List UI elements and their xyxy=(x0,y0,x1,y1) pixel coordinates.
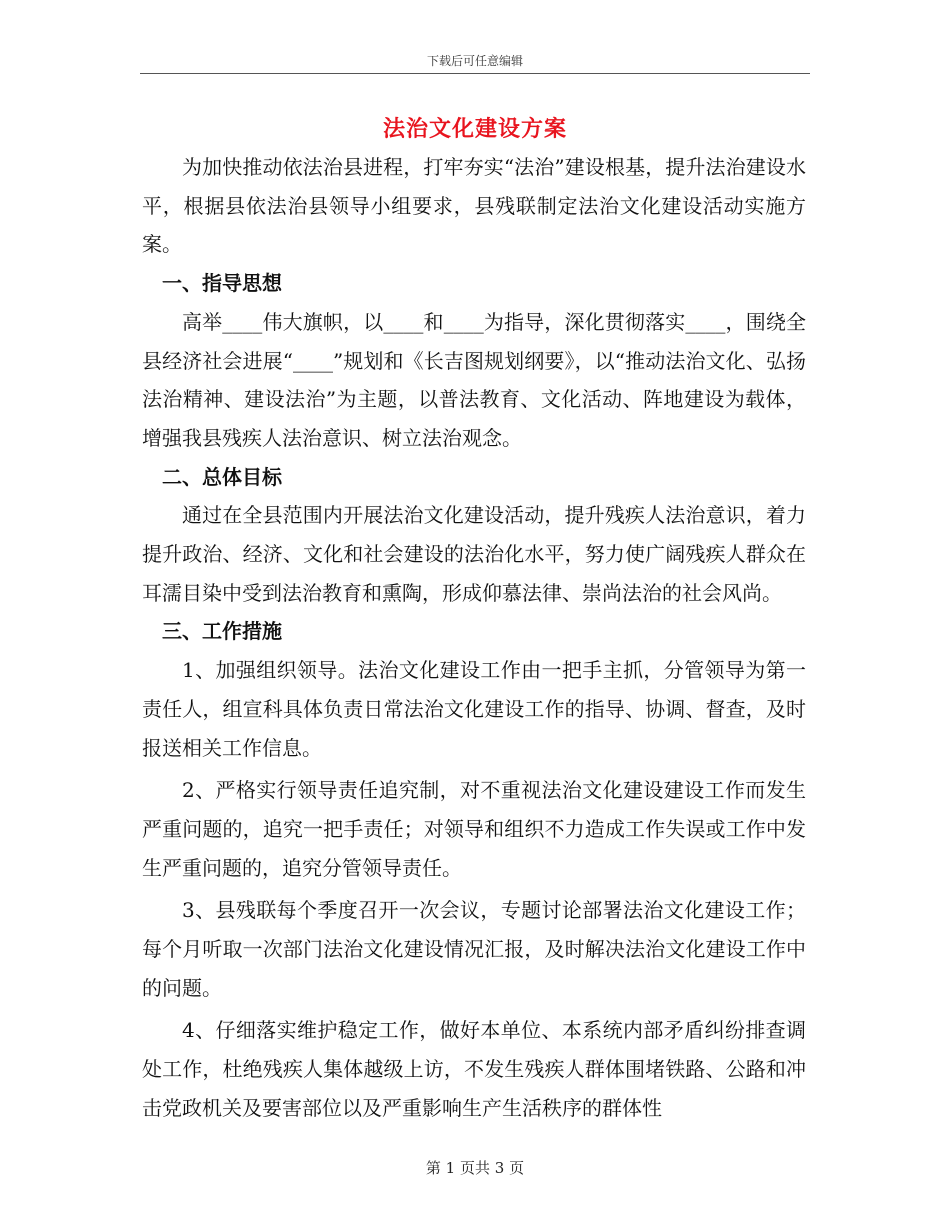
intro-paragraph: 为加快推动依法治县进程，打牢夯实“法治”建设根基，提升法治建设水平，根据县依法治县领导小组要求，县残联制定法治文化建设活动实施方案。 xyxy=(142,155,806,257)
header-divider xyxy=(140,73,810,74)
section-heading-guiding-ideology: 一、指导思想 xyxy=(162,271,282,296)
measure-item-3: 3、县残联每个季度召开一次会议，专题讨论部署法治文化建设工作；每个月听取一次部门法治文化建设情况汇报，及时解决法治文化建设工作中的问题。 xyxy=(142,898,806,1000)
measure-item-4: 4、仔细落实维护稳定工作，做好本单位、本系统内部矛盾纠纷排查调处工作，杜绝残疾人集体越级上访，不发生残疾人群体围堵铁路、公路和冲击党政机关及要害部位以及严重影响生产生活秩序的群体性 xyxy=(142,1018,806,1120)
measure-item-2: 2、严格实行领导责任追究制，对不重视法治文化建设建设工作而发生严重问题的，追究一把手责任；对领导和组织不力造成工作失误或工作中发生严重问题的，追究分管领导责任。 xyxy=(142,778,806,880)
page-number: 第 1 页共 3 页 xyxy=(425,1159,525,1177)
measure-item-1: 1、加强组织领导。法治文化建设工作由一把手主抓，分管领导为第一责任人，组宣科具体负责日常法治文化建设工作的指导、协调、督查，及时报送相关工作信息。 xyxy=(142,658,806,760)
section-paragraph: 通过在全县范围内开展法治文化建设活动，提升残疾人法治意识，着力提升政治、经济、文化和社会建设的法治化水平，努力使广阔残疾人群众在耳濡目染中受到法治教育和熏陶，形成仰慕法律、崇尚法治的社会风尚。 xyxy=(142,503,806,605)
section-paragraph: 高举____伟大旗帜，以____和____为指导，深化贯彻落实____，围绕全县经济社会进展“____”规划和《长吉图规划纲要》，以“推动法治文化、弘扬法治精神、建设法治”为主题，以普法教育、文化活动、阵地建设为载体，增强我县残疾人法治意识、树立法治观念。 xyxy=(142,309,806,450)
document-title: 法治文化建设方案 xyxy=(382,116,567,142)
section-heading-work-measures: 三、工作措施 xyxy=(162,619,282,644)
page-header: 下载后可任意编辑 xyxy=(426,54,523,68)
section-heading-overall-goal: 二、总体目标 xyxy=(162,464,282,489)
document-body xyxy=(142,148,806,1128)
